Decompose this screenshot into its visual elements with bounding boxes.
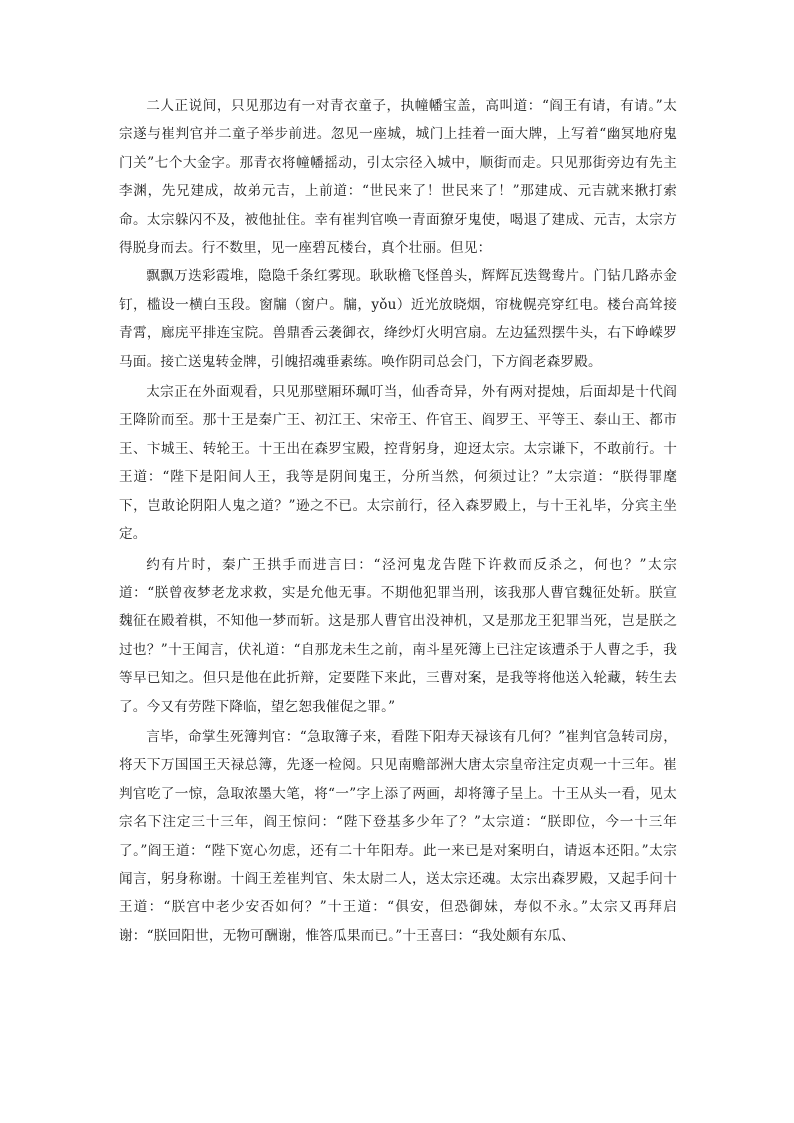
paragraph-4: 约有片时，秦广王拱手而进言曰：“泾河鬼龙告陛下许救而反杀之，何也？”太宗道：“朕曾夜梦老龙求救，实是允他无事。不期他犯罪当刑，该我那人曹官魏征处斩。朕宣魏征在殿着棋，不知他一梦而斩。这是那人曹官出没神机，又是那龙王犯罪当死，岂是朕之过也？”十王闻言，伏礼道：“自那龙未生之前，南斗星死簿上已注定该遭杀于人曹之手，我等早已知之。但只是他在此折辩，定要陛下来此，三曹对案，是我等将他送入轮藏，转生去了。今又有劳陛下降临，望乞恕我催促之罪。” bbox=[119, 556, 677, 715]
paragraph-2-poem: 飘飘万迭彩霞堆，隐隐千条红雾现。耿耿檐飞怪兽头，辉辉瓦迭鸳鸯片。门钻几路赤金钉，槛设一横白玉段。窗牖（窗户。牖，yǒu）近光放晓烟，帘栊幌亮穿红电。楼台高耸接青霄，廊庑平排连宝院。兽鼎香云袭御衣，绛纱灯火明宫扇。左边猛烈摆牛头，右下峥嵘罗马面。接亡送鬼转金牌，引魄招魂垂素练。唤作阴司总会门，下方阎老森罗殿。 bbox=[119, 268, 677, 370]
document-page bbox=[119, 92, 677, 950]
paragraph-1: 二人正说间，只见那边有一对青衣童子，执幢幡宝盖，高叫道：“阎王有请，有请。”太宗遂与崔判官并二童子举步前进。忽见一座城，城门上挂着一面大牌，上写着“幽冥地府鬼门关”七个大金字。那青衣将幢幡摇动，引太宗径入城中，顺街而走。只见那街旁边有先主李渊，先兄建成，故弟元吉，上前道：“世民来了！世民来了！”那建成、元吉就来揪打索命。太宗躲闪不及，被他扯住。幸有崔判官唤一青面獠牙鬼使，喝退了建成、元吉，太宗方得脱身而去。行不数里，见一座碧瓦楼台，真个壮丽。但见： bbox=[119, 98, 677, 257]
paragraph-5: 言毕，命掌生死簿判官：“急取簿子来，看陛下阳寿天禄该有几何？”崔判官急转司房，将天下万国国王天禄总簿，先逐一检阅。只见南赡部洲大唐太宗皇帝注定贞观一十三年。崔判官吃了一惊，急取浓墨大笔，将“一”字上添了两画，却将簿子呈上。十王从头一看，见太宗名下注定三十三年，阎王惊问：“陛下登基多少年了？”太宗道：“朕即位，今一十三年了。”阎王道：“陛下宽心勿虑，还有二十年阳寿。此一来已是对案明白，请返本还阳。”太宗闻言，躬身称谢。十阎王差崔判官、朱太尉二人，送太宗还魂。太宗出森罗殿，又起手问十王道：“朕宫中老少安否如何？”十王道：“俱安，但恐御妹，寿似不永。”太宗又再拜启谢：“朕回阳世，无物可酬谢，惟答瓜果而已。”十王喜曰：“我处颇有东瓜、 bbox=[119, 728, 677, 944]
paragraph-3: 太宗正在外面观看，只见那壁厢环珮叮当，仙香奇异，外有两对提烛，后面却是十代阎王降阶而至。那十王是秦广王、初江王、宋帝王、仵官王、阎罗王、平等王、泰山王、都市王、卞城王、转轮王。十王出在森罗宝殿，控背躬身，迎迓太宗。太宗谦下，不敢前行。十王道：“陛下是阳间人王，我等是阴间鬼王，分所当然，何须过让？”太宗道：“朕得罪麾下，岂敢论阴阳人鬼之道？”逊之不已。太宗前行，径入森罗殿上，与十王礼毕，分宾主坐定。 bbox=[119, 384, 677, 543]
